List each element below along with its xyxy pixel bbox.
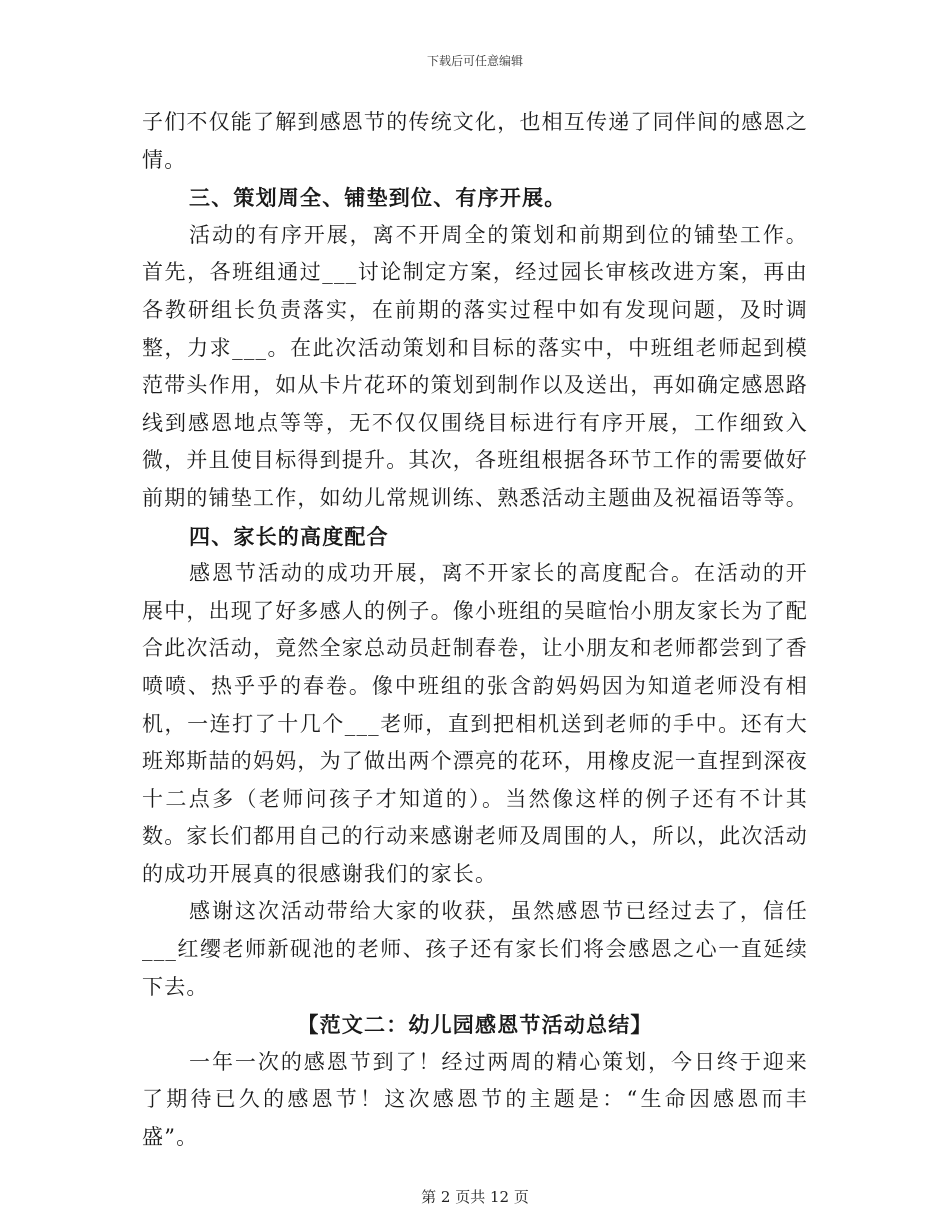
paragraph-parents: 感恩节活动的成功开展，离不开家长的高度配合。在活动的开展中，出现了好多感人的例子。像小班组的吴暄怡小朋友家长为了配合此次活动，竟然全家总动员赶制春卷，让小朋友和老师都尝到了香喷喷、热乎乎的春卷。像中班组的张含韵妈妈因为知道老师没有相机，一连打了十几个___老师，直到把相机送到老师的手中。还有大班郑斯喆的妈妈，为了做出两个漂亮的花环，用橡皮泥一直捏到深夜十二点多（老师问孩子才知道的）。当然像这样的例子还有不计其数。家长们都用自己的行动来感谢老师及周围的人，所以，此次活动的成功开展真的很感谢我们的家长。 [142,561,808,886]
paragraph-sample-two-intro: 一年一次的感恩节到了！经过两周的精心策划，今日终于迎来了期待已久的感恩节！这次感恩节的主题是：“生命因感恩而丰盛”。 [142,1049,808,1150]
page-header-note: 下载后可任意编辑 [426,54,523,68]
paragraph-continued: 子们不仅能了解到感恩节的传统文化，也相互传递了同伴间的感恩之情。 [142,110,808,172]
page-number: 第 2 页共 12 页 [421,1188,529,1206]
section-heading-3: 三、策划周全、铺垫到位、有序开展。 [189,185,567,211]
document-body [142,104,808,1157]
paragraph-thanks: 感谢这次活动带给大家的收获，虽然感恩节已经过去了，信任___红缨老师新砚池的老师、孩子还有家长们将会感恩之心一直延续下去。 [142,899,808,999]
paragraph-planning: 活动的有序开展，离不开周全的策划和前期到位的铺垫工作。首先，各班组通过___讨论制定方案，经过园长审核改进方案，再由各教研组长负责落实，在前期的落实过程中如有发现问题，及时调整，力求___。在此次活动策划和目标的落实中，中班组老师起到模范带头作用，如从卡片花环的策划到制作以及送出，再如确定感恩路线到感恩地点等等，无不仅仅围绕目标进行有序开展，工作细致入微，并且使目标得到提升。其次，各班组根据各环节工作的需要做好前期的铺垫工作，如幼儿常规训练、熟悉活动主题曲及祝福语等等。 [142,222,808,510]
section-heading-4: 四、家长的高度配合 [189,523,389,549]
sample-two-title: 【范文二：幼儿园感恩节活动总结】 [297,1012,653,1038]
